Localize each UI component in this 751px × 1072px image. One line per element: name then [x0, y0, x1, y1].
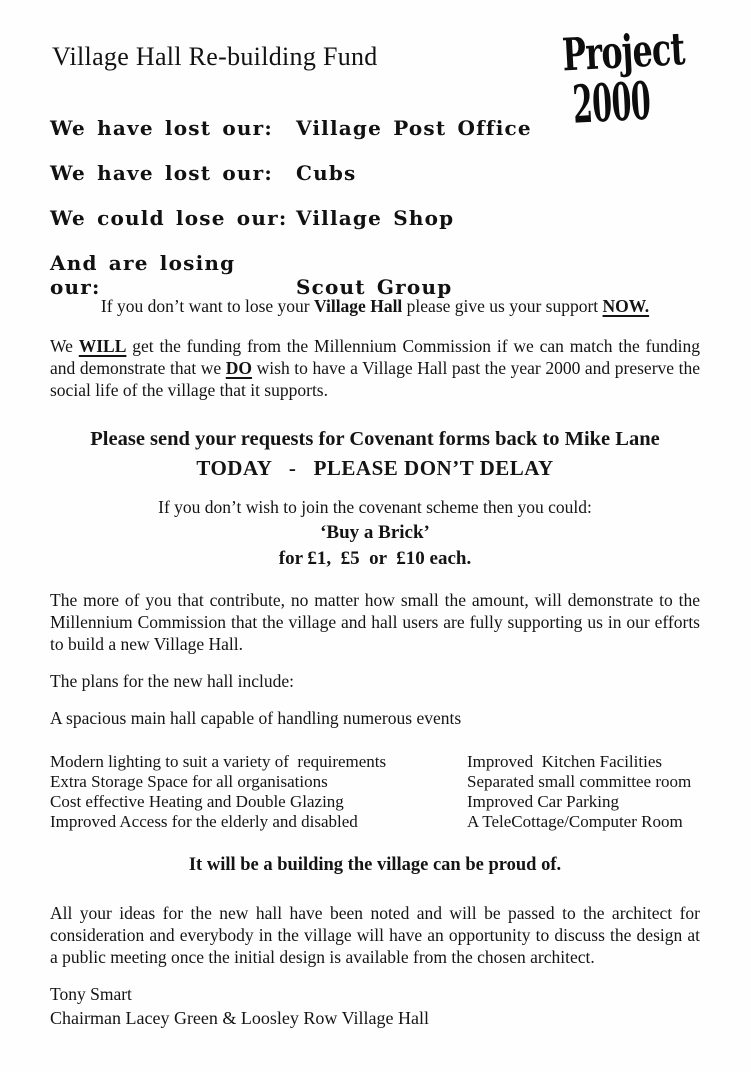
signature-title: Chairman Lacey Green & Loosley Row Village Hall [50, 1008, 429, 1028]
signature-block [50, 983, 700, 1030]
loss-row-label: We have lost our: [50, 116, 273, 140]
plan-item: A TeleCottage/Computer Room [467, 812, 683, 831]
logo-text-2000: 2000 [571, 70, 652, 136]
page-title: Village Hall Re-building Fund [52, 42, 378, 71]
funding-paragraph: We WILL get the funding from the Millennium Commission if we can match the funding and demonstrate that we DO wish to have a Village Hall past the year 2000 and preserve the social life of the village that it supports. [50, 336, 700, 400]
plans-intro-line: The plans for the new hall include: [50, 671, 294, 691]
brick-price-line: for £1, £5 or £10 each. [278, 548, 472, 569]
support-appeal-line: If you don’t want to lose your Village Hall please give us your support NOW. [100, 296, 650, 316]
plan-item: Improved Kitchen Facilities [467, 752, 662, 771]
logo-text-project: Project [561, 23, 686, 82]
covenant-line-2: TODAY - PLEASE DON’T DELAY [196, 456, 554, 480]
plans-left-column [50, 752, 467, 832]
loss-row-label: We have lost our: [50, 161, 273, 185]
buy-a-brick-block [50, 495, 700, 571]
project-2000-logo [538, 23, 686, 136]
plan-item: Improved Access for the elderly and disabled [50, 812, 358, 831]
loss-rows [50, 116, 700, 299]
covenant-request-block [50, 426, 700, 483]
covenant-line-1: Please send your requests for Covenant forms back to Mike Lane [90, 428, 660, 450]
plan-item: Improved Car Parking [467, 792, 620, 811]
plans-columns [50, 752, 700, 832]
proud-line: It will be a building the village can be proud of. [188, 855, 562, 875]
contribute-paragraph: The more of you that contribute, no matter how small the amount, will demonstrate to the Millennium Commission that the village and hall users are fully supporting us in our efforts to build a new Village Hall. [50, 590, 700, 654]
loss-row-value: Village Shop [296, 206, 455, 230]
brick-title-line: ‘Buy a Brick’ [320, 522, 430, 543]
plan-item: Modern lighting to suit a variety of requirements [50, 752, 387, 771]
signature-name: Tony Smart [50, 984, 132, 1004]
plan-item: Separated small committee room [467, 772, 692, 791]
main-hall-line: A spacious main hall capable of handling numerous events [50, 708, 462, 728]
ideas-paragraph: All your ideas for the new hall have been noted and will be passed to the architect for consideration and everybody in the village will have an opportunity to discuss the design at a public meeting once the initial design is available from the chosen architect. [50, 903, 700, 967]
plans-right-column [467, 752, 700, 832]
loss-row-value: Scout Group [296, 275, 453, 299]
loss-row-label: And are losing our: [50, 251, 247, 299]
loss-row [50, 161, 700, 189]
loss-row-value: Cubs [296, 161, 357, 185]
loss-row-label: We could lose our: [50, 206, 288, 230]
loss-row [50, 251, 700, 299]
loss-row-value: Village Post Office [296, 116, 532, 140]
plan-item: Cost effective Heating and Double Glazing [50, 792, 344, 811]
brick-intro-line: If you don’t wish to join the covenant scheme then you could: [158, 497, 592, 517]
loss-row [50, 206, 700, 234]
plan-item: Extra Storage Space for all organisations [50, 772, 328, 791]
